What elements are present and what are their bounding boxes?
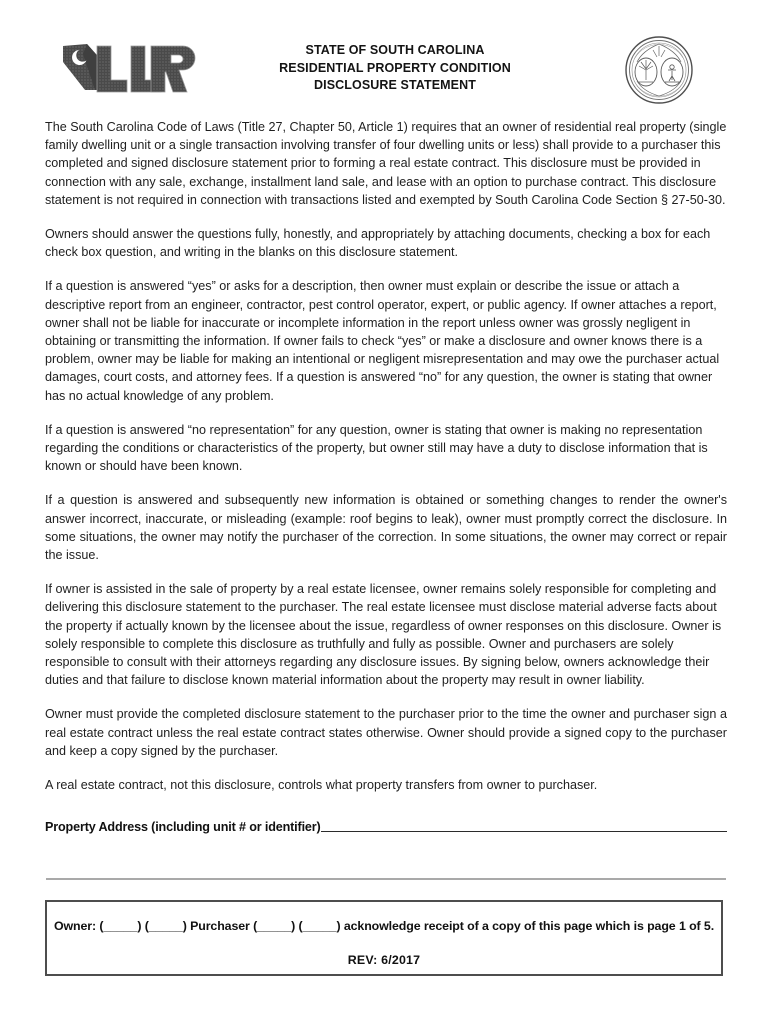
llr-logo xyxy=(57,40,197,98)
property-address-row xyxy=(45,820,727,834)
title-line-2: RESIDENTIAL PROPERTY CONDITION xyxy=(279,60,511,75)
paragraph-statute-requirement: The South Carolina Code of Laws (Title 27, Chapter 50, Article 1) requires that an owner of residential real property (single family dwelling unit or a single transaction involving transfer of four dwelling units or less) shall provide to a purchaser this completed and signed disclosure statement prior to forming a real estate contract. This disclosure must be provided in connection with any sale, exchange, installment land sale, and lease with an option to purchase contract. This disclosure statement is not required in connection with transactions listed and exempted by South Carolina Code Section § 27-50-30. xyxy=(45,120,727,207)
llr-letters xyxy=(97,46,195,92)
page-title xyxy=(215,42,575,95)
state-seal-icon xyxy=(623,34,695,106)
document-body xyxy=(45,118,727,810)
paragraph-licensee-assistance: If owner is assisted in the sale of property by a real estate licensee, owner remains solely responsible for completing and delivering this disclosure statement to the purchaser. The real estate licensee must disclose material adverse facts about the property if actually known by the licensee about the issue, regardless of owner responses on this disclosure. Owner is solely responsible to complete this disclosure as truthfully and fully as possible. Owner and purchasers are solely responsible to consult with their attorneys regarding any disclosure issues. By signing below, owners acknowledge their duties and that failure to disclose known material information about the property may result in owner liability. xyxy=(45,582,722,688)
paragraph-answer-instructions: Owners should answer the questions fully, honestly, and appropriately by attaching documents, checking a box for each check box question, and writing in the blanks on this disclosure statement. xyxy=(45,227,711,260)
paragraph-no-representation: If a question is answered “no representation” for any question, owner is stating that owner is making no representation regarding the conditions or characteristics of the property, but owner still may have a duty to disclose information that is known or should have been known. xyxy=(45,422,708,474)
title-line-1: STATE OF SOUTH CAROLINA xyxy=(305,43,485,57)
paragraph-new-information: If a question is answered and subsequently new information is obtained or something changes to render the owner's answer incorrect, inaccurate, or misleading (example: roof begins to leak), owner must promptly correct the disclosure. In some situations, the owner may notify the purchaser of the correction. In some situations, the owner may correct or repair the issue. xyxy=(45,493,727,563)
property-address-input[interactable] xyxy=(321,830,727,832)
title-line-3: DISCLOSURE STATEMENT xyxy=(314,78,476,92)
paragraph-yes-answer-rules: If a question is answered “yes” or asks for a description, then owner must explain or describe the issue or attach a descriptive report from an engineer, contractor, pest control operator, expert, or public agency. If owner attaches a report, owner shall not be liable for inaccurate or incomplete information in the report unless owner was grossly negligent in obtaining or transmitting the information. If owner fails to check “yes” or make a disclosure and owner knows there is a problem, owner may be liable for making an intentional or negligent misrepresentation and may owe the purchaser actual damages, court costs, and attorney fees. If a question is answered “no” for any question, the owner is stating that owner has no actual knowledge of any problem. xyxy=(45,279,720,403)
acknowledgement-text: Owner: (_____) (_____) Purchaser (_____) (_____) acknowledge receipt of a copy of this page which is page 1 of 5. xyxy=(53,919,715,933)
document-header xyxy=(45,34,725,112)
paragraph-delivery-timing: Owner must provide the completed disclosure statement to the purchaser prior to the time the owner and purchaser sign a real estate contract unless the real estate contract states otherwise. Owner should provide a signed copy to the purchaser and keep a copy signed by the purchaser. xyxy=(45,707,727,758)
acknowledgement-box xyxy=(45,900,723,976)
property-address-second-line[interactable] xyxy=(46,878,726,880)
revision-text: REV: 6/2017 xyxy=(347,953,421,967)
paragraph-contract-controls: A real estate contract, not this disclosure, controls what property transfers from owner to purchaser. xyxy=(45,778,598,793)
property-address-label: Property Address (including unit # or identifier) xyxy=(45,820,321,834)
